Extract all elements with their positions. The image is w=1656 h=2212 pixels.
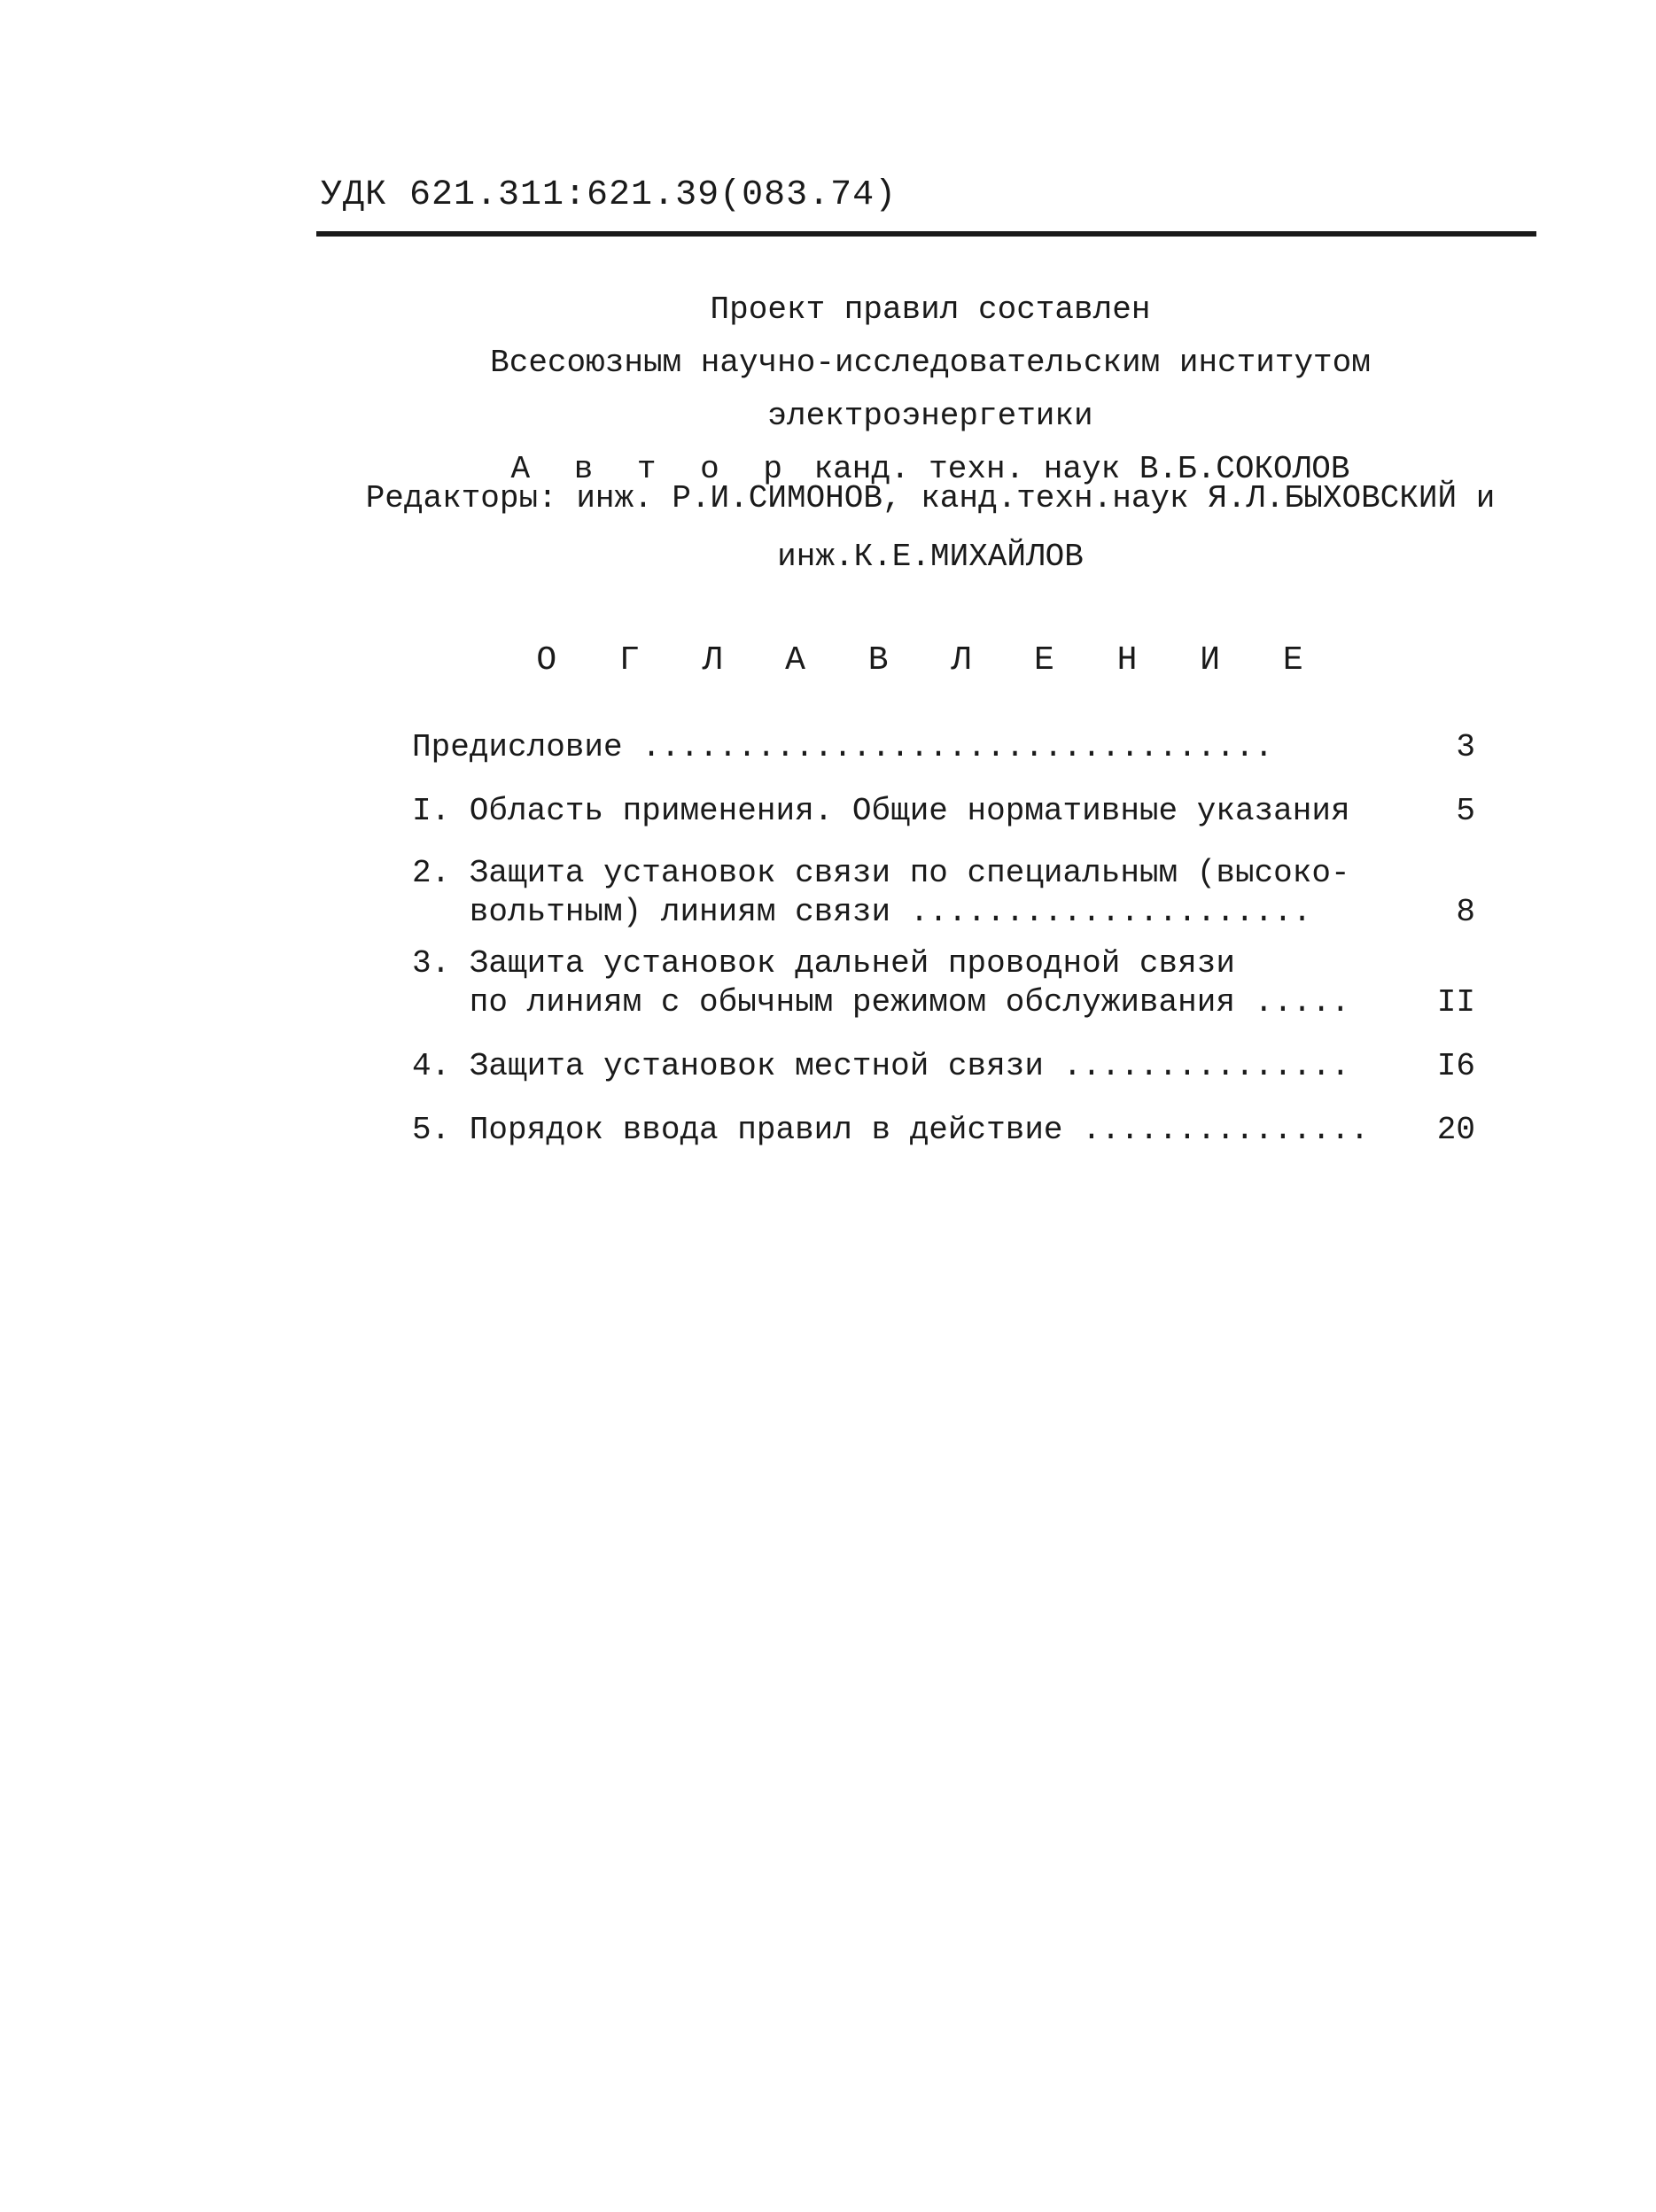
toc-entry-section-4[interactable] xyxy=(412,1047,1475,1086)
toc-entry-page: 5 xyxy=(1456,793,1475,829)
toc-entry-text: 4. Защита установок местной связи ............... xyxy=(412,1048,1350,1084)
editors-line-1: Редакторы: инж. Р.И.СИМОНОВ, канд.техн.наук Я.Л.БЫХОВСКИЙ и xyxy=(365,480,1496,516)
toc-entry-page: 3 xyxy=(1456,729,1475,765)
author-label: А в т о р xyxy=(510,451,795,487)
toc-entry-text: 3. Защита установок дальней проводной связи по линиям с обычным режимом обслуживания ..... xyxy=(412,945,1350,1021)
toc-entry-page: 20 xyxy=(1436,1112,1475,1148)
udk-code: УДК 621.311:621.39(083.74) xyxy=(321,175,898,215)
header-rule xyxy=(316,231,1536,237)
toc-entry-text: Предисловие ................................. xyxy=(412,729,1274,765)
toc-entry-page: 8 xyxy=(1456,894,1475,930)
toc-entry-section-5[interactable] xyxy=(412,1111,1475,1150)
toc-entry-text: 2. Защита установок связи по специальным (высоко- вольтным) линиям связи ..................... xyxy=(412,855,1350,930)
author-name: канд. техн. наук В.Б.СОКОЛОВ xyxy=(813,451,1350,487)
toc-entry-page: II xyxy=(1436,984,1475,1021)
toc-title: О Г Л А В Л Е Н И Е xyxy=(536,641,1325,679)
toc-entry-text: I. Область применения. Общие нормативные указания xyxy=(412,793,1350,829)
credits-line-1: Проект правил составлен xyxy=(710,291,1151,328)
editors-line-2: инж.К.Е.МИХАЙЛОВ xyxy=(777,539,1084,575)
editors-block xyxy=(319,470,1542,586)
toc-entry-section-3[interactable] xyxy=(412,944,1475,1022)
toc-entry-page: I6 xyxy=(1436,1048,1475,1084)
credits-line-2: Всесоюзным научно-исследовательским институтом электроэнергетики xyxy=(490,345,1371,434)
toc-entry-preface[interactable] xyxy=(412,728,1475,767)
toc-entry-text: 5. Порядок ввода правил в действие ............... xyxy=(412,1112,1370,1148)
toc-entry-section-1[interactable] xyxy=(412,792,1475,831)
toc-entry-section-2[interactable] xyxy=(412,854,1475,932)
credits-block xyxy=(319,283,1542,496)
table-of-contents xyxy=(412,728,1475,1150)
